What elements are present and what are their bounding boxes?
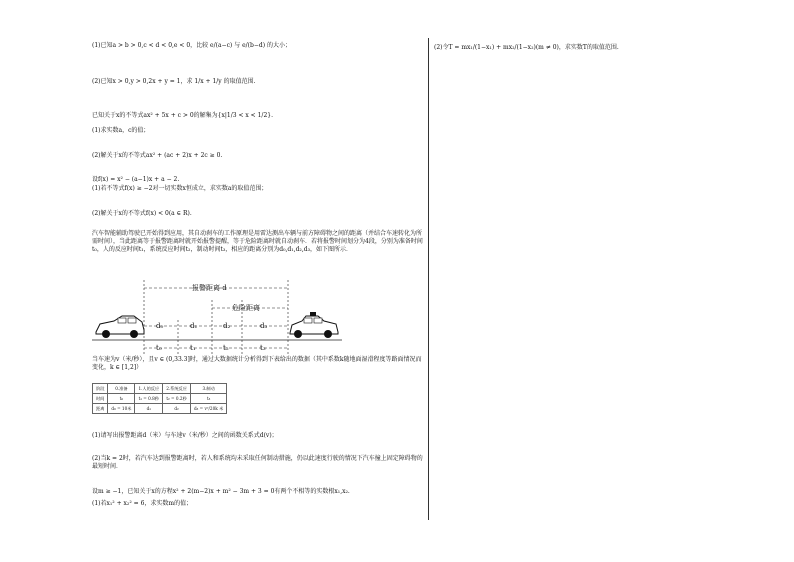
q5-part2: (2)令T = mx₁/(1−x₁) + mx₂/(1−x₂)(m ≠ 0)，求实数T的取值范围. [434, 44, 619, 51]
q1-part2: (2)已知x > 0,y > 0,2x + y = 1，求 1/x + 1/y 的取值范围. [92, 78, 256, 85]
q4-condition: 当车速为v（米/秒），且v ∈ (0,33.3]时，通过大数据统计分析得到下表给出的数据（其中系数k随地面湿滑程度等路面情况而变化，k ∈ [1,2]） [92, 356, 422, 371]
q2-part1: (1)求实数a，c的值； [92, 127, 150, 134]
table-cell: d₁ [135, 404, 163, 414]
d0-label: d₀ [156, 322, 164, 330]
car-right-icon [290, 312, 338, 338]
column-divider [428, 38, 429, 520]
t1-label: t₁ [190, 344, 196, 352]
d1-label: d₁ [190, 322, 198, 330]
table-cell: t₁ = 0.8秒 [135, 394, 163, 404]
d2-label: d₂ [223, 322, 231, 330]
q3-part1: (1)若不等式f(x) ≥ −2对一切实数x恒成立，求实数a的取值范围； [92, 185, 268, 192]
q2-intro: 已知关于x的不等式ax² + 5x + c > 0的解集为{x|1/3 < x < 1/2}. [92, 112, 273, 119]
table-cell: t₂ = 0.2秒 [163, 394, 191, 404]
table-cell: d₀ = 10米 [108, 404, 135, 414]
table-cell: d₃ = v²/20k 米 [190, 404, 226, 414]
table-cell: 时间 [93, 394, 108, 404]
braking-distance-figure [92, 276, 422, 358]
q2-part2: (2)解关于x的不等式ax² + (ac + 2)x + 2c ≥ 0. [92, 152, 223, 159]
table-cell: 2.系统反应 [163, 384, 191, 394]
alarm-distance-label: 报警距离 d [192, 284, 227, 292]
table-cell: 距离 [93, 404, 108, 414]
q5-part1: (1)若x₁² + x₂² = 6，求实数m的值； [92, 500, 193, 507]
q3-part2: (2)解关于x的不等式f(x) < 0(a ∈ R). [92, 210, 192, 217]
table-cell: 3.制动 [190, 384, 226, 394]
q4-paragraph: 汽车智能辅助驾驶已开始得到应用，其自动刹车的工作原理是用雷达测出车辆与前方障碍物之间的距离（并结合车速转化为所需时间），当此距离等于报警距离时就开始报警提醒，等于危险距离时就自动刹车．若将报警时间划分为4段，分别为准备时间t₀，人的反应时间t₁，系统反应时间t₂，制动时间t₃，相应的距离分别为d₀,d₁,d₂,d₃，如下图所示． [92, 230, 423, 253]
t3-label: t₃ [260, 344, 266, 352]
q3-intro: 设f(x) = x² − (a−1)x + a − 2. [92, 176, 180, 183]
table-cell: d₂ [163, 404, 191, 414]
table-row [93, 394, 227, 404]
car-left-icon [96, 316, 144, 338]
t2-label: t₂ [223, 344, 229, 352]
q4-part1: (1)请写出报警距离d（米）与车速v（米/秒）之间的函数关系式d(v)； [92, 432, 278, 439]
table-row [93, 384, 227, 394]
q4-part2: (2)当k = 2时，若汽车达到报警距离时，若人和系统均未采取任何制动措施，仍以此速度行驶的情况下汽车撞上固定障碍物的最短时间． [92, 455, 423, 470]
table-cell: 1.人的反应 [135, 384, 163, 394]
table-cell: t₀ [108, 394, 135, 404]
table-cell: 阶段 [93, 384, 108, 394]
d3-label: d₃ [260, 322, 268, 330]
danger-distance-label: 危险距离 [232, 304, 260, 312]
data-table [92, 383, 227, 414]
table-cell: t₃ [190, 394, 226, 404]
q5-intro: 设m ≥ −1，已知关于x的方程x² + 2(m−2)x + m² − 3m + 3 = 0有两个不相等的实数根x₁,x₂. [92, 488, 350, 495]
t0-label: t₀ [156, 344, 162, 352]
q1-part1: (1)已知a > b > 0,c < d < 0,e < 0，比较 e/(a−c) 与 e/(b−d) 的大小； [92, 42, 291, 49]
table-cell: 0.准备 [108, 384, 135, 394]
table-row [93, 404, 227, 414]
